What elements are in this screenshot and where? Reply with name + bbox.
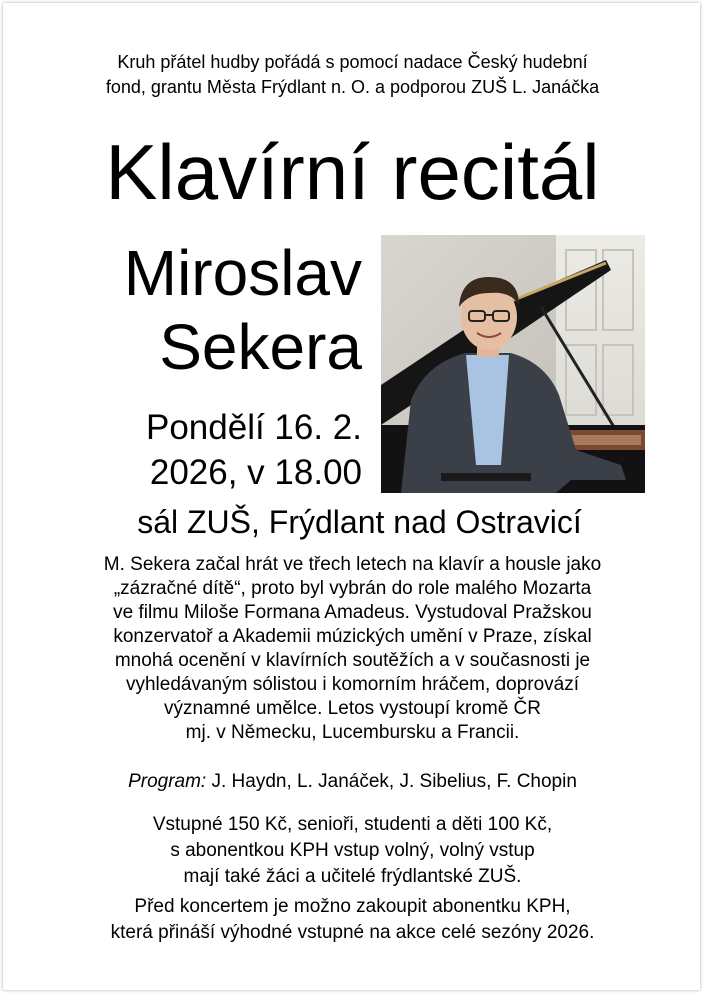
subscription-info: [0, 894, 705, 946]
bio-line: konzervatoř a Akademii múzických umění v Praze, získal: [113, 626, 592, 647]
bio-line: mnohá ocenění v klavírních soutěžích a v současnosti je: [114, 650, 591, 671]
admission-line: Vstupné 150 Kč, senioři, studenti a děti 100 Kč,: [152, 814, 553, 835]
event-title: Klavírní recitál: [105, 128, 600, 216]
event-date-line: 2026, v 18.00: [149, 453, 362, 492]
admission-info: [0, 812, 705, 890]
bio-line: „zázračné dítě“, proto byl vybrán do role malého Mozarta: [113, 578, 592, 599]
bio-line: ve filmu Miloše Formana Amadeus. Vystudoval Pražskou: [113, 602, 592, 623]
bio-line: významné umělce. Letos vystoupí kromě ČR: [164, 698, 541, 719]
event-venue: sál ZUŠ, Frýdlant nad Ostravicí: [137, 504, 582, 540]
program-composers: J. Haydn, L. Janáček, J. Sibelius, F. Chopin: [206, 771, 577, 792]
bio-line: M. Sekera začal hrát ve třech letech na klavír a housle jako: [103, 554, 602, 575]
event-date: [146, 405, 362, 495]
program-label: Program:: [128, 771, 207, 792]
bio-line: vyhledávaným sólistou i komorním hráčem, doprovází: [125, 674, 580, 695]
artist-first-name: Miroslav: [123, 237, 362, 309]
artist-name: [124, 236, 362, 384]
subscription-line: která přináší výhodné vstupné na akce celé sezóny 2026.: [110, 922, 595, 943]
organizer-line: fond, grantu Města Frýdlant n. O. a podporou ZUŠ L. Janáčka: [105, 77, 600, 97]
artist-bio: [40, 553, 665, 745]
admission-line: s abonentkou KPH vstup volný, volný vstup: [170, 840, 535, 861]
subscription-line: Před koncertem je možno zakoupit abonentku KPH,: [134, 896, 571, 917]
admission-line: mají také žáci a učitelé frýdlantské ZUŠ.: [183, 866, 522, 887]
program: [0, 770, 705, 794]
artist-photo: [381, 235, 645, 493]
artist-last-name: Sekera: [159, 311, 362, 383]
bio-line: mj. v Německu, Lucembursku a Francii.: [185, 722, 520, 743]
organizer-text: [0, 50, 705, 100]
organizer-line: Kruh přátel hudby pořádá s pomocí nadace Český hudební: [117, 52, 588, 72]
artist-photo-image: [381, 235, 645, 493]
event-date-line: Pondělí 16. 2.: [146, 408, 362, 447]
